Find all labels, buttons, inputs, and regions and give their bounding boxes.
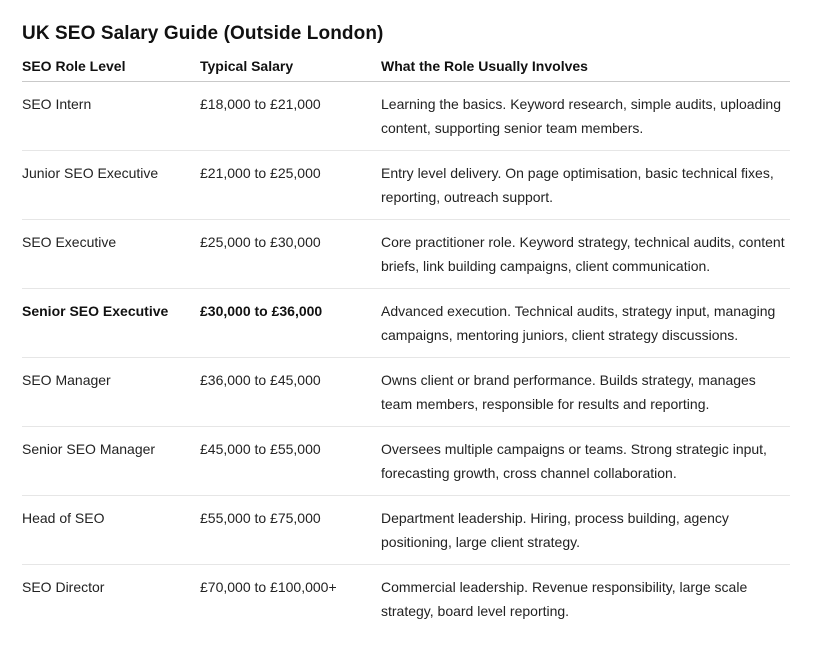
role-cell: SEO Director [22,579,105,595]
role-cell: SEO Intern [22,82,200,151]
role-cell: SEO Manager [22,358,200,427]
description-cell: Learning the basics. Keyword research, simple audits, uploading content, supporting senior team members. [381,82,790,151]
role-cell: SEO Executive [22,220,200,289]
salary-cell: £25,000 to £30,000 [200,220,381,289]
column-header-role: SEO Role Level [22,56,200,82]
table-row [22,427,790,496]
salary-cell: £30,000 to £36,000 [200,289,381,358]
table-row [22,565,790,634]
page-title: UK SEO Salary Guide (Outside London) [22,23,384,44]
table-row [22,358,790,427]
description-cell: Department leadership. Hiring, process building, agency positioning, large client strategy. [381,496,790,565]
salary-guide [22,20,790,633]
role-cell: Head of SEO [22,496,200,565]
description-cell: Core practitioner role. Keyword strategy, technical audits, content briefs, link building campaigns, client communication. [381,220,790,289]
salary-cell: £70,000 to £100,000+ [200,579,337,595]
table-row [22,496,790,565]
description-cell: Advanced execution. Technical audits, strategy input, managing campaigns, mentoring juniors, client strategy discussions. [381,289,790,358]
table-row [22,220,790,289]
description-cell: Commercial leadership. Revenue responsibility, large scale strategy, board level reporting. [381,579,748,619]
column-header-description: What the Role Usually Involves [381,56,790,82]
salary-cell: £55,000 to £75,000 [200,496,381,565]
salary-cell: £45,000 to £55,000 [200,427,381,496]
description-cell: Owns client or brand performance. Builds strategy, manages team members, responsible for results and reporting. [381,358,790,427]
description-cell: Oversees multiple campaigns or teams. Strong strategic input, forecasting growth, cross channel collaboration. [381,427,790,496]
table-row-highlighted [22,289,790,358]
role-cell: Junior SEO Executive [22,151,200,220]
role-cell: Senior SEO Executive [22,289,200,358]
description-cell: Entry level delivery. On page optimisation, basic technical fixes, reporting, outreach support. [381,151,790,220]
table-header-row [22,56,790,82]
salary-table [22,56,790,633]
role-cell: Senior SEO Manager [22,427,200,496]
salary-cell: £21,000 to £25,000 [200,151,381,220]
salary-cell: £36,000 to £45,000 [200,358,381,427]
column-header-salary: Typical Salary [200,56,381,82]
table-row [22,82,790,151]
salary-cell: £18,000 to £21,000 [200,82,381,151]
table-row [22,151,790,220]
